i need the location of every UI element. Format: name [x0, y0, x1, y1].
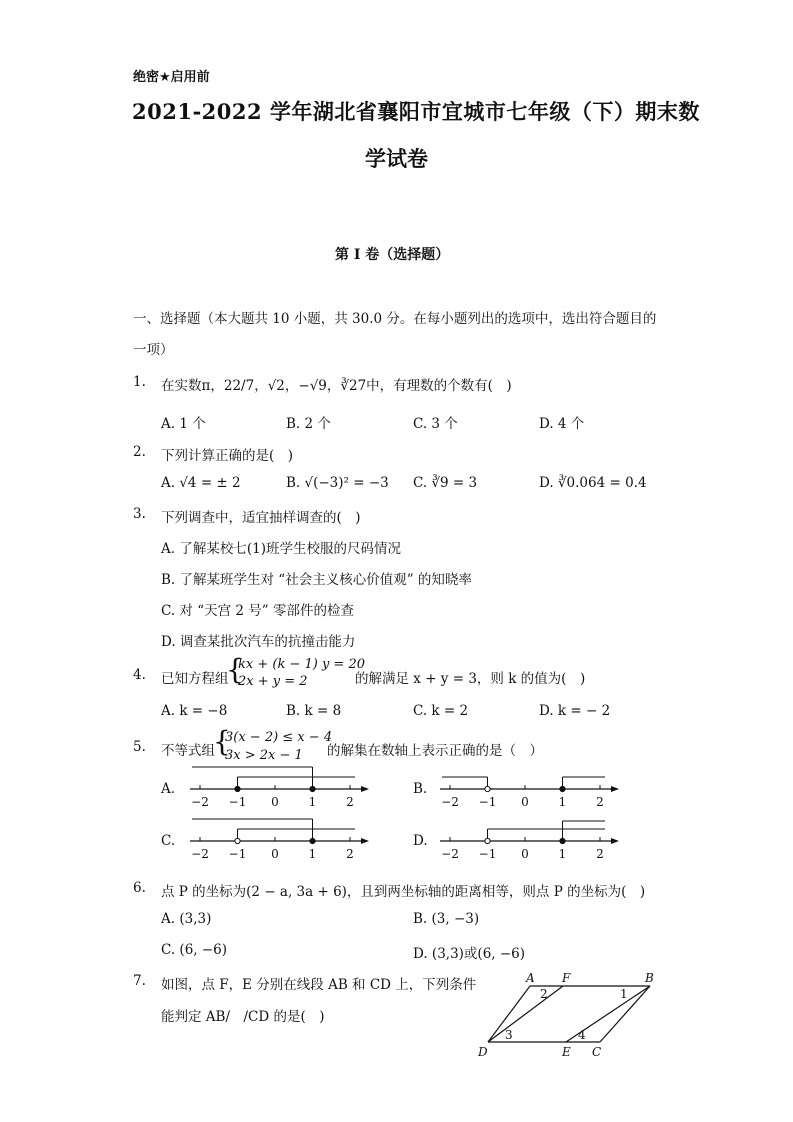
option-a: A. 了解某校七(1)班学生校服的尺码情况	[161, 541, 401, 557]
point-label: D	[478, 1045, 488, 1059]
option-c: C. 3 个	[413, 416, 458, 432]
tick-label: −2	[441, 847, 459, 861]
option-b: B.	[413, 781, 428, 797]
section-heading: 第 I 卷（选择题）	[335, 247, 450, 263]
point-label: F	[562, 971, 571, 985]
option-b: B. (3, −3)	[413, 911, 480, 927]
question-stem: 在实数π，22/7，√2，−√9，∛27中，有理数的个数有( )	[161, 378, 512, 394]
inequality-2: 3x > 2x − 1	[225, 748, 303, 763]
point-label: B	[645, 971, 654, 985]
open-dot	[485, 786, 490, 791]
closed-dot	[560, 838, 565, 843]
tick-label: −1	[478, 795, 497, 809]
option-d: D. 4 个	[539, 416, 585, 432]
confidential-mark: 绝密★启用前	[133, 70, 210, 85]
question-stem: 下列计算正确的是( )	[161, 448, 294, 464]
inequality-brace: {	[213, 725, 231, 758]
axis-arrow	[361, 786, 369, 792]
tick-label: 1	[308, 795, 317, 809]
option-d: D. k = − 2	[539, 703, 611, 719]
tick-label: 0	[521, 795, 529, 809]
option-a: A. (3,3)	[161, 911, 212, 927]
instructions-line2: 一项）	[133, 342, 174, 358]
angle-label: 2	[540, 987, 548, 1001]
segment-df	[488, 986, 563, 1042]
equation-2: 2x + y = 2	[238, 674, 308, 689]
question-number: 1.	[133, 374, 146, 390]
tick-label: 0	[271, 795, 279, 809]
option-b: B. 了解某班学生对 “社会主义核心价值观” 的知晓率	[161, 572, 472, 588]
tick-label: 1	[558, 847, 567, 861]
question-stem-line2: 能判定 AB/ /CD 的是( )	[161, 1009, 325, 1025]
closed-dot	[235, 786, 240, 791]
option-b: B. 2 个	[286, 416, 331, 432]
question-stem-suffix: 的解集在数轴上表示正确的是（ ）	[327, 743, 543, 759]
option-b: B. k = 8	[286, 703, 342, 719]
closed-dot	[310, 838, 315, 843]
option-a: A. 1 个	[161, 416, 206, 432]
equation-brace: {	[226, 653, 244, 686]
question-stem: 点 P 的坐标为(2 − a, 3a + 6)，且到两坐标轴的距离相等，则点 P 的坐标为( )	[161, 884, 646, 900]
question-number: 6.	[133, 880, 146, 896]
option-a: A.	[161, 781, 176, 797]
parallelogram-figure	[470, 968, 670, 1063]
tick-label: 0	[271, 847, 279, 861]
option-c: C.	[161, 833, 176, 849]
instructions-line1: 一、选择题（本大题共 10 小题，共 30.0 分。在每小题列出的选项中，选出符合题目的	[133, 311, 657, 327]
question-number: 3.	[133, 506, 146, 522]
point-label: A	[526, 971, 535, 985]
option-a: A. √4 = ± 2	[161, 475, 241, 491]
option-d: D. (3,3)或(6, −6)	[413, 946, 526, 962]
option-d: D. 调查某批次汽车的抗撞击能力	[161, 634, 356, 650]
question-stem-prefix: 不等式组	[161, 743, 215, 759]
option-d: D.	[413, 833, 428, 849]
tick-label: −1	[478, 847, 497, 861]
tick-label: −2	[441, 795, 459, 809]
question-number: 2.	[133, 444, 146, 460]
option-d: D. ∛0.064 = 0.4	[539, 475, 647, 491]
angle-label: 1	[620, 987, 628, 1001]
option-c: C. 对 “天宫 2 号” 零部件的检查	[161, 603, 354, 619]
closed-dot	[560, 786, 565, 791]
question-number: 7.	[133, 973, 146, 989]
axis-arrow	[611, 786, 619, 792]
tick-label: −2	[191, 847, 209, 861]
angle-label: 3	[505, 1028, 513, 1042]
equation-1: kx + (k − 1) y = 20	[238, 657, 365, 672]
closed-dot	[310, 786, 315, 791]
tick-label: −1	[228, 847, 247, 861]
question-stem-suffix: 的解满足 x + y = 3，则 k 的值为( )	[355, 671, 586, 687]
tick-label: 2	[596, 795, 604, 809]
axis-arrow	[361, 838, 369, 844]
tick-label: 1	[558, 795, 567, 809]
option-c: C. (6, −6)	[161, 942, 228, 958]
open-dot	[235, 838, 240, 843]
point-label: E	[562, 1045, 571, 1059]
tick-label: 0	[521, 847, 529, 861]
question-number: 5.	[133, 739, 146, 755]
angle-label: 4	[578, 1028, 586, 1042]
point-label: C	[592, 1045, 602, 1059]
option-a: A. k = −8	[161, 703, 228, 719]
option-c: C. ∛9 = 3	[413, 475, 478, 491]
tick-label: 2	[346, 847, 354, 861]
inequality-1: 3(x − 2) ≤ x − 4	[225, 730, 333, 745]
question-stem-line1: 如图，点 F，E 分别在线段 AB 和 CD 上，下列条件	[161, 977, 477, 993]
question-stem: 下列调查中，适宜抽样调查的( )	[161, 510, 361, 526]
exam-title-line2: 学试卷	[365, 146, 428, 171]
open-dot	[485, 838, 490, 843]
axis-arrow	[611, 838, 619, 844]
tick-label: −2	[191, 795, 209, 809]
question-stem-prefix: 已知方程组	[161, 671, 229, 687]
tick-label: 2	[596, 847, 604, 861]
tick-label: 2	[346, 795, 354, 809]
tick-label: 1	[308, 847, 317, 861]
option-b: B. √(−3)² = −3	[286, 475, 389, 491]
option-c: C. k = 2	[413, 703, 469, 719]
exam-title-line1: 2021-2022 学年湖北省襄阳市宜城市七年级（下）期末数	[132, 99, 700, 124]
question-number: 4.	[133, 667, 146, 683]
tick-label: −1	[228, 795, 247, 809]
